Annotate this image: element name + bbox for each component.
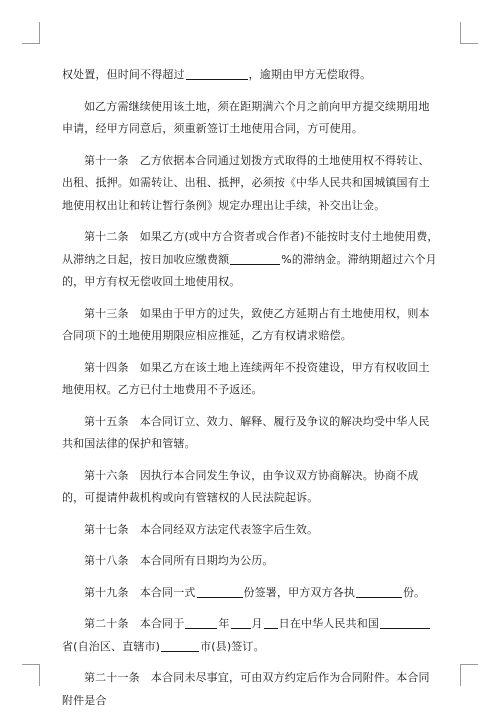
- crop-mark-top-left: [39, 22, 40, 44]
- paragraph-article-13: 第十三条 如果由于甲方的过失，致使乙方延期占有土地使用权，则本合同项下的土地使用期限应相应推延，乙方有权请求赔偿。: [62, 306, 430, 342]
- blank-field-city[interactable]: [161, 638, 199, 652]
- blank-field-year[interactable]: [185, 615, 217, 629]
- paragraph-article-16: 第十六条 因执行本合同发生争议，由争议双方协商解决。协商不成的，可提请仲裁机构或向有管辖权的人民法院起诉。: [62, 468, 419, 504]
- paragraph-article-15: 第十五条 本合同订立、效力、解释、履行及争议的解决均受中华人民共和国法律的保护和管辖。: [62, 414, 430, 450]
- crop-mark-top-right: [460, 22, 461, 44]
- paragraph-land-disposal: 权处置，但时间不得超过 ，逾期由甲方无偿取得。: [62, 68, 372, 81]
- blank-field-late-fee-rate[interactable]: [230, 251, 280, 265]
- crop-mark-bottom-left: [39, 664, 40, 686]
- crop-mark-bottom-right: [460, 664, 478, 665]
- paragraph-article-12: 第十二条 如果乙方(或中方合资者或合作者)不能按时支付土地使用费，从滞纳之日起，按日加收应缴费额 %的滞纳金。滞纳期超过六个月的，甲方有权无偿收回土地使用权。: [62, 230, 439, 288]
- crop-mark-bottom-left: [22, 664, 40, 665]
- paragraph-article-20: 第二十条 本合同于 年 月 日在中华人民共和国省(自治区、直辖市) 市(县)签订。: [62, 613, 440, 658]
- paragraph-article-19: 第十九条 本合同一式 份签署，甲方双方各执 份。: [84, 585, 426, 599]
- crop-mark-bottom-right: [460, 664, 461, 686]
- crop-mark-top-right: [460, 43, 478, 44]
- paragraph-renewal: 如乙方需继续使用该土地，须在距期满六个月之前向甲方提交续期用地申请，经甲方同意后，须重新签订土地使用合同，方可使用。: [62, 99, 430, 135]
- paragraph-article-18: 第十八条 本合同所有日期均为公历。: [84, 554, 274, 567]
- paragraph-article-17: 第十七条 本合同经双方法定代表签字后生效。: [84, 522, 319, 536]
- blank-field-copies-each[interactable]: [356, 584, 402, 598]
- paragraph-article-11: 第十一条 乙方依据本合同通过划拨方式取得的土地使用权不得转让、出租、抵押。如需转让、出租、抵押，必须按《中华人民共和国城镇国有土地使用权出让和转让暂行条例》规定办理出让手续，补交出让金。: [62, 153, 430, 212]
- blank-field-copies-total[interactable]: [197, 584, 243, 598]
- paragraph-article-21: 第二十一条 本合同未尽事宜，可由双方约定后作为合同附件。本合同附件是合: [62, 671, 430, 707]
- crop-mark-top-left: [22, 43, 40, 44]
- contract-body: [62, 64, 440, 721]
- blank-field-month[interactable]: [231, 615, 251, 629]
- blank-field-province[interactable]: [380, 615, 430, 629]
- blank-field-time-limit[interactable]: [186, 66, 248, 80]
- paragraph-article-14: 第十四条 如果乙方在该土地上连续两年不投资建设，甲方有权收回土地使用权。乙方已付土地费用不予返还。: [62, 360, 430, 396]
- blank-field-day[interactable]: [264, 615, 278, 629]
